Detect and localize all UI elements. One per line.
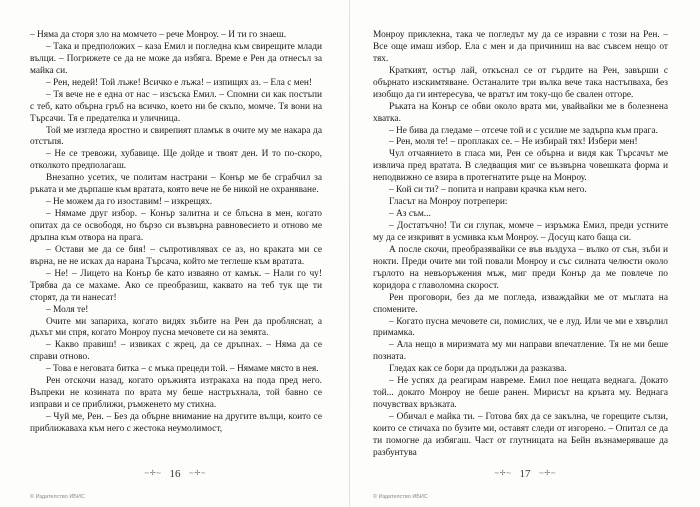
page-number-folio <box>350 468 700 480</box>
ornament-right-icon: ∼✢∼ <box>538 469 557 477</box>
ornament-right-icon: ∼✢∼ <box>188 469 207 477</box>
paragraph: Очите ми запариха, когато видях зъбите на Рен да пробляснат, а дъхът ми спря, когато Монроу пусна мечовете си на земята. <box>30 316 322 339</box>
paragraph: Внезапно усетих, че политам настрани – Конър ме бе сграбчил за ръката и ме дърпаше към вратата, която вече не бе никой не охраняване. <box>30 173 322 196</box>
paragraph: Рен проговори, без да ме погледа, изваждайки ме от мъглата на спомените. <box>373 292 668 315</box>
paragraph: Той ме изгледа яростно и свирепият пламък в очите му ме накара да отстъпя. <box>30 125 322 148</box>
paragraph: Гледах как се бори да продължи да разказва. <box>389 364 567 375</box>
paragraph: – Не можем да го изоставим! – изкрещях. <box>46 197 213 208</box>
paragraph: Гласът на Монроу потрепери: <box>389 197 508 208</box>
paragraph: – Рен, недей! Той лъже! Всичко е лъжа! – изпищях аз. – Ела с мен! <box>46 77 312 88</box>
paragraph: Краткият, остър лай, откъснал се от гърдите на Рен, завърши с обърнато изскимтяване. Останалите три вълка вече така настъпваха, без изобщо да ги интересува, че вратът им току-що бе свален отгоре. <box>373 65 668 100</box>
paragraph: – Чуй ме, Рен. – Без да обърне внимание на другите вълци, които се приближаваха към него с жестока неумолимост, <box>30 412 322 434</box>
paragraph: Рен отскочи назад, когато оръжията изтракаха на пода пред него. Въпреки не козината по врата му беше настръхнала, той бавно се изправи и се приближи, ръмженето му стихна. <box>30 376 322 411</box>
paragraph: – Остави ме да се бия! – съпротивлявах се аз, но краката ми се върна, не не исках да нарана Търсача, който ме теглеше към вратата. <box>30 244 322 267</box>
paragraph: А после скочи, преобразявайки се във въздуха – вълко от сън, зъби и нокти. Преди очите ми той повали Монроу и със силната челюсти около гърлото на невъоръжения мъж, миг преди Конър да ме повлече по коридора с главоломна скорост. <box>373 244 668 291</box>
paragraph: – Така и предположих – каза Емил и погледна към свирещите млади вълци. – Погрижете се да не може да избяга. Време е Рен да отнесъл за майка си. <box>30 41 322 76</box>
paragraph: – Кой си ти? – попита и направи крачка към него. <box>389 185 587 196</box>
paragraph: Монроу приклекна, така че погледът му да се изравни с този на Рен. – Все още имаш избор. Ела с мен и да причиниш на вас съвсем нещо от тях. <box>373 30 668 64</box>
paragraph: Чул отчаянието в гласа ми, Рен се обърна и видя как Търсачът ме извлича пред вратата. В следващия миг се възвърна човешката форма и неподвижно се взира в протегнатите ръце на Монроу. <box>373 149 668 184</box>
page-number-folio <box>0 468 350 480</box>
paragraph: – Не се тревожи, хубавице. Ще дойде и твоят ден. И то по-скоро, отколкото предполагаш. <box>30 149 322 172</box>
paragraph: – Ала нещо в миризмата му ми направи впечатление. Тя не ми беше позната. <box>373 340 668 363</box>
paragraph: – Нямаме друг избор. – Конър залитна и се блъсна в мен, когато опитах да се освободя, но бързо си възвърна равновесието и отново ме дръпна към отвора на прага. <box>30 209 322 243</box>
paragraph: – Достатъчно! Ти си глупак, момче – изръмжа Емил, преди устните му да се изкривят в усмивка към Монроу. – Досущ като баща си. <box>373 221 668 243</box>
paragraph: – Аз съм... <box>389 209 431 220</box>
paragraph: – Обичал е майка ти. – Готова бях да се закълна, че горещите сълзи, които се стичаха по бузите ми, оставят следи от изгорено. – Опитал се да ти помогне да избягаш. Част от глутницата на Бейн възнамеряваше да разбунтува <box>373 412 668 458</box>
paragraph: – Не бива да гледаме – отсече той и с усилие ме задърпа към прага. <box>389 125 658 136</box>
paragraph: – Рен, моля те! – проплаках се. – Не избирай тях! Избери мен! <box>389 137 638 148</box>
paragraph: – Няма да сторя зло на момчето – рече Монроу. – И ти го знаеш. <box>30 30 287 40</box>
paragraph: – Не успях да реагирам навреме. Емил пое нещата веднага. Докато той... докато Монроу не беше ранен. Мирисът на кръвта му. Веднага почувствах връзката. <box>373 376 668 411</box>
left-page-text <box>30 30 322 436</box>
paragraph: Ръката на Конър се обви около врата ми, увайвайки ме в болезнена хватка. <box>373 101 668 124</box>
copyright-note: © Издателство ИБИС <box>30 494 85 500</box>
paragraph: – Моля те! <box>46 304 89 315</box>
page-number: 16 <box>169 468 181 480</box>
paragraph: – Какво правиш! – извиках с жрец, да се дръпнах. – Няма да се справи отново. <box>30 340 322 363</box>
paragraph: – Когато пусна мечовете си, помислих, че е луд. Или че ми е хвърлил примамка. <box>373 316 668 339</box>
right-page-text <box>373 30 668 460</box>
paragraph: – Не! – Лицето на Конър бе като изваяно от камък. – Нали го чу! Трябва да се махаме. Ако се преобразиш, каквато на теб тук ще ти сторят, да ти нанесат! <box>30 268 322 303</box>
paragraph: – Това е неговата битка – с мъка прецеди той. – Нямаме място в нея. <box>46 364 319 375</box>
page-number: 17 <box>519 468 531 480</box>
copyright-note: © Издателство ИБИС <box>373 494 428 500</box>
paragraph: – Тя вече не е една от нас – изсъска Емил. – Спомни си как постъпи с теб, като обърна гръб на всичко, което ни бе скъпо, момче. Тя вони на Търсачи. Тя е предателка и уличница. <box>30 89 322 124</box>
right-page <box>350 0 700 507</box>
ornament-left-icon: ∼✢∼ <box>493 469 512 477</box>
ornament-left-icon: ∼✢∼ <box>143 469 162 477</box>
